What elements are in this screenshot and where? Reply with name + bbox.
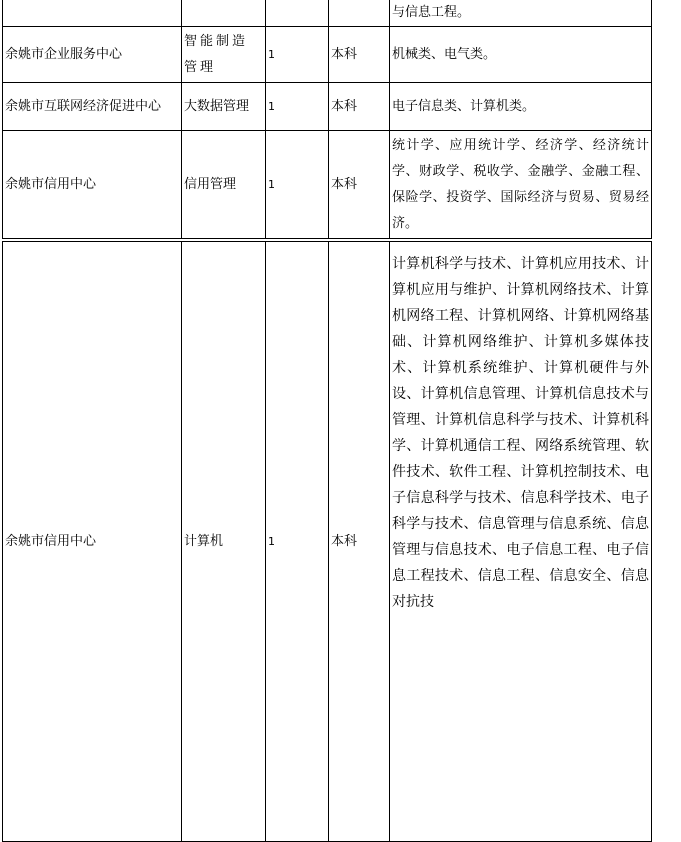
majors-cell: 机械类、电气类。 (390, 27, 652, 83)
count-cell: 1 (266, 131, 329, 239)
majors-cell: 与信息工程。 (390, 0, 652, 27)
table-row (3, 83, 652, 131)
unit-cell: 余姚市企业服务中心 (3, 27, 182, 83)
recruitment-table-top (2, 0, 652, 239)
unit-cell: 余姚市互联网经济促进中心 (3, 83, 182, 131)
education-cell: 本科 (329, 131, 390, 239)
education-cell: 本科 (329, 27, 390, 83)
position-cell: 大数据管理 (182, 83, 266, 131)
table-row (3, 242, 652, 842)
unit-cell: 余姚市信用中心 (3, 131, 182, 239)
recruitment-table-bottom (2, 241, 652, 842)
majors-cell: 统计学、应用统计学、经济学、经济统计学、财政学、税收学、金融学、金融工程、保险学、投资学、国际经济与贸易、贸易经济。 (390, 131, 652, 239)
position-cell: 信用管理 (182, 131, 266, 239)
education-cell (329, 0, 390, 27)
position-cell (182, 0, 266, 27)
table-row (3, 131, 652, 239)
table-row (3, 0, 652, 27)
count-cell: 1 (266, 27, 329, 83)
education-cell: 本科 (329, 83, 390, 131)
count-cell (266, 0, 329, 27)
majors-cell: 计算机科学与技术、计算机应用技术、计算机应用与维护、计算机网络技术、计算机网络工程、计算机网络、计算机网络基础、计算机网络维护、计算机多媒体技术、计算机系统维护、计算机硬件与外设、计算机信息管理、计算机信息技术与管理、计算机信息科学与技术、计算机科学、计算机通信工程、网络系统管理、软件技术、软件工程、计算机控制技术、电子信息科学与技术、信息科学技术、电子科学与技术、信息管理与信息系统、信息管理与信息技术、电子信息工程、电子信息工程技术、信息工程、信息安全、信息对抗技 (390, 242, 652, 842)
position-cell: 计算机 (182, 242, 266, 842)
unit-cell (3, 0, 182, 27)
table-row (3, 27, 652, 83)
education-cell: 本科 (329, 242, 390, 842)
count-cell: 1 (266, 83, 329, 131)
count-cell: 1 (266, 242, 329, 842)
unit-cell: 余姚市信用中心 (3, 242, 182, 842)
majors-cell: 电子信息类、计算机类。 (390, 83, 652, 131)
position-cell: 智能制造管理 (182, 27, 266, 83)
